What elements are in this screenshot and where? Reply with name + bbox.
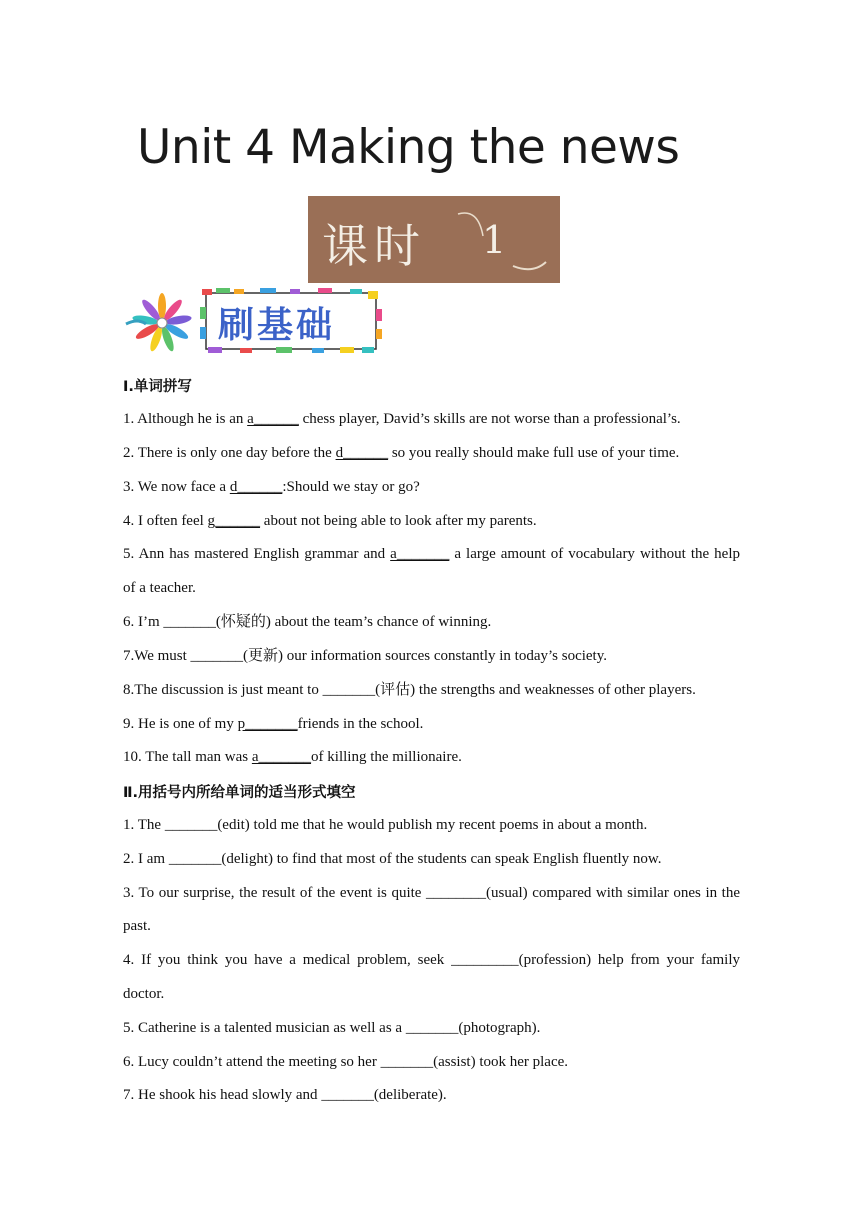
lesson-badge [308, 196, 560, 283]
practice-banner [200, 287, 382, 355]
answer-blank[interactable]: _______ [322, 682, 376, 698]
answer-blank[interactable]: _______ [168, 851, 222, 867]
banner-label: 刷基础 [218, 305, 336, 346]
section-heading-2: Ⅱ.用括号内所给单词的适当形式填空 [123, 785, 356, 801]
answer-blank[interactable]: g______ [207, 513, 261, 529]
exercise-item-continuation: of a teacher. [123, 580, 196, 596]
exercise-item: 5. Ann has mastered English grammar and a_______ a large amount of vocabulary without the help [123, 546, 740, 562]
exercise-item: 3. We now face a d______:Should we stay or go? [123, 479, 420, 495]
exercise-item: 1. The _______(edit) told me that he would publish my recent poems in about a month. [123, 817, 648, 833]
answer-blank[interactable]: d______ [229, 479, 283, 495]
page-title: Unit 4 Making the news [137, 120, 680, 175]
lesson-label: 课时 [322, 219, 426, 273]
exercise-item-continuation: doctor. [123, 986, 165, 1002]
answer-blank[interactable]: _______ [190, 648, 244, 664]
exercise-item: 2. There is only one day before the d______ so you really should make full use of your time. [123, 445, 680, 461]
answer-blank[interactable]: d______ [335, 445, 389, 461]
exercise-item: 1. Although he is an a______ chess player, David’s skills are not worse than a professional’s. [123, 411, 681, 427]
section-heading-1: Ⅰ.单词拼写 [123, 379, 192, 395]
exercise-item: 7.We must _______(更新) our information sources constantly in today’s society. [123, 648, 608, 664]
answer-blank[interactable]: _______ [380, 1054, 434, 1070]
answer-blank[interactable]: _______ [164, 817, 218, 833]
lesson-number: 1 [482, 218, 507, 262]
answer-blank[interactable]: _________ [451, 952, 519, 968]
answer-blank[interactable]: _______ [321, 1087, 374, 1103]
answer-blank[interactable]: a_______ [251, 749, 312, 765]
answer-blank[interactable]: p_______ [237, 716, 298, 732]
exercise-item: 5. Catherine is a talented musician as well as a _______(photograph). [123, 1020, 541, 1036]
answer-blank[interactable]: a_______ [390, 546, 450, 562]
exercise-item: 6. I’m _______(怀疑的) about the team’s chance of winning. [123, 614, 492, 630]
answer-blank[interactable]: ________ [426, 885, 486, 901]
exercise-item: 4. If you think you have a medical problem, seek _________(profession) help from your family [123, 952, 740, 968]
exercise-item: 3. To our surprise, the result of the event is quite ________(usual) compared with similar ones in the [123, 885, 740, 901]
exercise-item: 10. The tall man was a_______of killing the millionaire. [123, 749, 462, 765]
exercise-item: 2. I am _______(delight) to find that most of the students can speak English fluently now. [123, 851, 662, 867]
exercise-item: 6. Lucy couldn’t attend the meeting so her _______(assist) took her place. [123, 1054, 569, 1070]
answer-blank[interactable]: _______ [163, 614, 216, 630]
exercise-item: 4. I often feel g______ about not being able to look after my parents. [123, 513, 537, 529]
exercise-item-continuation: past. [123, 918, 151, 934]
exercise-item: 9. He is one of my p_______friends in the school. [123, 716, 424, 732]
answer-blank[interactable]: _______ [405, 1020, 459, 1036]
flower-icon [124, 290, 196, 356]
answer-blank[interactable]: a______ [247, 411, 299, 427]
exercise-item: 7. He shook his head slowly and _______(deliberate). [123, 1087, 447, 1103]
exercise-item: 8.The discussion is just meant to _______(评估) the strengths and weaknesses of other players. [123, 682, 696, 698]
